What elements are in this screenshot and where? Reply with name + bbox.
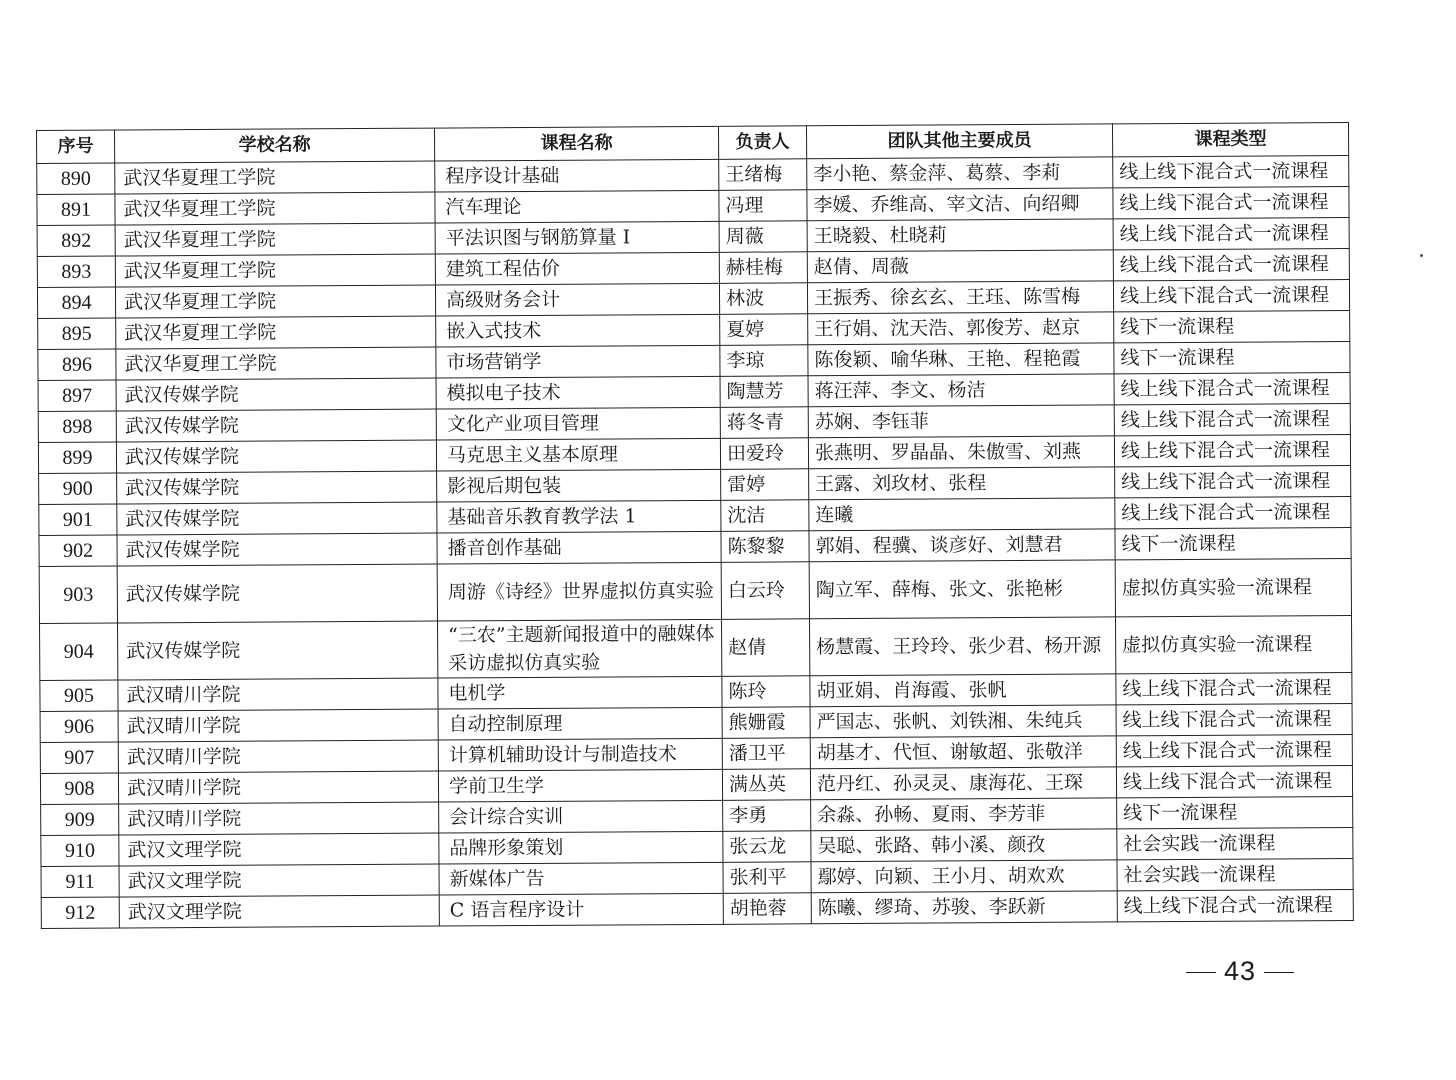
cell-school: 武汉传媒学院 [116, 378, 436, 411]
header-type: 课程类型 [1112, 122, 1348, 156]
cell-type: 线上线下混合式一流课程 [1116, 734, 1352, 766]
right-dash [1264, 972, 1294, 973]
cell-type: 线上线下混合式一流课程 [1115, 496, 1351, 528]
cell-course: 品牌形象策划 [439, 831, 723, 864]
cell-lead: 张利平 [723, 862, 811, 894]
cell-school: 武汉文理学院 [119, 864, 439, 897]
cell-lead: 张云龙 [723, 831, 811, 863]
cell-lead: 王绪梅 [719, 159, 807, 191]
cell-school: 武汉传媒学院 [117, 502, 437, 535]
cell-members: 吴聪、张路、韩小溪、颜孜 [811, 829, 1117, 862]
left-dash [1186, 972, 1216, 973]
cell-index: 891 [37, 194, 115, 225]
cell-members: 王行娟、沈天浩、郭俊芳、赵京 [808, 312, 1114, 345]
cell-index: 898 [38, 411, 116, 442]
cell-lead: 陈黎黎 [721, 531, 809, 563]
cell-lead: 雷婷 [721, 469, 809, 501]
cell-lead: 熊姗霞 [722, 707, 810, 739]
cell-members: 余淼、孙畅、夏雨、李芳菲 [811, 798, 1117, 831]
cell-lead: 蒋冬青 [720, 407, 808, 439]
cell-members: 陶立军、薛梅、张文、张艳彬 [809, 560, 1115, 619]
cell-school: 武汉传媒学院 [117, 533, 437, 566]
cell-type: 虚拟仿真实验一流课程 [1115, 615, 1351, 673]
cell-members: 王晓毅、杜晓莉 [807, 219, 1113, 252]
cell-index: 900 [39, 473, 117, 504]
cell-lead: 白云玲 [721, 562, 809, 620]
cell-lead: 赫桂梅 [719, 252, 807, 284]
cell-school: 武汉华夏理工学院 [115, 254, 435, 287]
cell-index: 894 [37, 287, 115, 318]
cell-lead: 陈玲 [722, 676, 810, 708]
cell-index: 903 [39, 566, 117, 623]
cell-type: 线上线下混合式一流课程 [1113, 248, 1349, 280]
cell-course: C 语言程序设计 [439, 893, 723, 926]
cell-type: 线上线下混合式一流课程 [1114, 403, 1350, 435]
table-row [39, 558, 1351, 623]
cell-index: 908 [40, 773, 118, 804]
cell-type: 虚拟仿真实验一流课程 [1115, 558, 1351, 616]
cell-school: 武汉传媒学院 [116, 440, 436, 473]
cell-school: 武汉文理学院 [119, 833, 439, 866]
cell-school: 武汉华夏理工学院 [116, 316, 436, 349]
cell-type: 线上线下混合式一流课程 [1116, 765, 1352, 797]
cell-school: 武汉华夏理工学院 [115, 161, 435, 194]
cell-type: 线上线下混合式一流课程 [1114, 372, 1350, 404]
cell-type: 线上线下混合式一流课程 [1116, 703, 1352, 735]
cell-lead: 潘卫平 [722, 738, 810, 770]
header-members: 团队其他主要成员 [806, 124, 1112, 159]
cell-school: 武汉传媒学院 [117, 564, 437, 623]
cell-index: 899 [38, 442, 116, 473]
cell-index: 897 [38, 380, 116, 411]
cell-lead: 沈洁 [721, 500, 809, 532]
header-school: 学校名称 [115, 128, 435, 163]
cell-index: 905 [40, 680, 118, 711]
cell-school: 武汉晴川学院 [118, 771, 438, 804]
cell-course: 汽车理论 [435, 190, 719, 223]
cell-school: 武汉华夏理工学院 [115, 223, 435, 256]
cell-course: 建筑工程估价 [435, 252, 719, 285]
cell-school: 武汉传媒学院 [118, 621, 438, 680]
cell-index: 904 [40, 623, 118, 680]
cell-type: 社会实践一流课程 [1117, 858, 1353, 890]
cell-members: 陈俊颖、喻华琳、王艳、程艳霞 [808, 343, 1114, 376]
cell-course: 程序设计基础 [435, 159, 719, 192]
cell-members: 王露、刘玫材、张程 [809, 467, 1115, 500]
cell-course: 文化产业项目管理 [436, 407, 720, 440]
cell-type: 线上线下混合式一流课程 [1113, 186, 1349, 218]
cell-members: 赵倩、周薇 [807, 250, 1113, 283]
course-list-sheet [36, 122, 1353, 929]
cell-school: 武汉晴川学院 [119, 802, 439, 835]
cell-index: 906 [40, 711, 118, 742]
cell-school: 武汉晴川学院 [118, 678, 438, 711]
cell-type: 线上线下混合式一流课程 [1113, 155, 1349, 187]
cell-type: 线上线下混合式一流课程 [1116, 672, 1352, 704]
cell-type: 线上线下混合式一流课程 [1117, 889, 1353, 921]
cell-members: 连曦 [809, 498, 1115, 531]
cell-index: 912 [41, 897, 119, 928]
cell-type: 线下一流课程 [1117, 796, 1353, 828]
cell-members: 蒋汪萍、李文、杨洁 [808, 374, 1114, 407]
table-row [40, 615, 1352, 680]
cell-lead: 林波 [719, 283, 807, 315]
cell-school: 武汉华夏理工学院 [115, 192, 435, 225]
cell-school: 武汉晴川学院 [118, 740, 438, 773]
table-row [41, 889, 1353, 928]
cell-lead: 冯理 [719, 190, 807, 222]
cell-members: 胡基才、代恒、谢敏超、张敬洋 [810, 736, 1116, 769]
table-body [37, 155, 1354, 928]
cell-index: 892 [37, 225, 115, 256]
cell-members: 胡亚娟、肖海霞、张帆 [810, 674, 1116, 707]
cell-lead: 赵倩 [722, 619, 810, 677]
cell-course: 模拟电子技术 [436, 376, 720, 409]
cell-members: 杨慧霞、王玲玲、张少君、杨开源 [810, 617, 1116, 676]
cell-members: 陈曦、缪琦、苏骏、李跃新 [811, 891, 1117, 924]
cell-school: 武汉华夏理工学院 [115, 285, 435, 318]
cell-lead: 李勇 [723, 800, 811, 832]
cell-course: 高级财务会计 [435, 283, 719, 316]
cell-index: 911 [41, 866, 119, 897]
cell-course: 马克思主义基本原理 [436, 438, 720, 471]
cell-school: 武汉晴川学院 [118, 709, 438, 742]
cell-index: 909 [41, 804, 119, 835]
cell-type: 线下一流课程 [1114, 341, 1350, 373]
cell-lead: 田爱玲 [720, 438, 808, 470]
header-index: 序号 [37, 130, 115, 163]
cell-lead: 满丛英 [722, 769, 810, 801]
cell-index: 893 [37, 256, 115, 287]
cell-course: 市场营销学 [436, 345, 720, 378]
cell-course: 影视后期包装 [437, 469, 721, 502]
cell-type: 线上线下混合式一流课程 [1115, 465, 1351, 497]
cell-index: 902 [39, 535, 117, 566]
course-table [36, 122, 1354, 929]
cell-course: “三农”主题新闻报道中的融媒体采访虚拟仿真实验 [438, 619, 722, 678]
cell-type: 线上线下混合式一流课程 [1113, 279, 1349, 311]
cell-members: 李小艳、蔡金萍、葛蔡、李莉 [807, 157, 1113, 190]
cell-members: 严国志、张帆、刘铁湘、朱纯兵 [810, 705, 1116, 738]
cell-type: 社会实践一流课程 [1117, 827, 1353, 859]
cell-lead: 李琼 [720, 345, 808, 377]
cell-index: 901 [39, 504, 117, 535]
cell-type: 线上线下混合式一流课程 [1114, 434, 1350, 466]
cell-type: 线下一流课程 [1114, 310, 1350, 342]
cell-members: 苏娴、李钰菲 [808, 405, 1114, 438]
page-number-text: 43 [1224, 956, 1257, 986]
cell-index: 910 [41, 835, 119, 866]
cell-index: 890 [37, 163, 115, 194]
cell-course: 平法识图与钢筋算量 I [435, 221, 719, 254]
scan-speck [1420, 254, 1423, 257]
cell-members: 王振秀、徐玄玄、王珏、陈雪梅 [807, 281, 1113, 314]
cell-index: 896 [38, 349, 116, 380]
cell-course: 电机学 [438, 676, 722, 709]
cell-course: 基础音乐教育教学法 1 [437, 500, 721, 533]
cell-index: 907 [40, 742, 118, 773]
cell-members: 李媛、乔维高、宰文洁、向绍卿 [807, 188, 1113, 221]
cell-course: 计算机辅助设计与制造技术 [438, 738, 722, 771]
cell-index: 895 [38, 318, 116, 349]
cell-school: 武汉传媒学院 [116, 409, 436, 442]
cell-lead: 胡艳蓉 [723, 893, 811, 925]
cell-members: 张燕明、罗晶晶、朱傲雪、刘燕 [808, 436, 1114, 469]
cell-course: 播音创作基础 [437, 531, 721, 564]
cell-type: 线下一流课程 [1115, 527, 1351, 559]
cell-school: 武汉传媒学院 [117, 471, 437, 504]
cell-lead: 夏婷 [720, 314, 808, 346]
cell-type: 线上线下混合式一流课程 [1113, 217, 1349, 249]
cell-school: 武汉华夏理工学院 [116, 347, 436, 380]
cell-members: 范丹红、孙灵灵、康海花、王琛 [810, 767, 1116, 800]
cell-lead: 陶慧芳 [720, 376, 808, 408]
header-lead: 负责人 [718, 126, 806, 160]
cell-course: 周游《诗经》世界虚拟仿真实验 [437, 562, 721, 621]
cell-lead: 周薇 [719, 221, 807, 253]
header-course: 课程名称 [434, 126, 718, 161]
cell-course: 会计综合实训 [439, 800, 723, 833]
cell-members: 鄢婷、向颖、王小月、胡欢欢 [811, 860, 1117, 893]
cell-course: 自动控制原理 [438, 707, 722, 740]
cell-members: 郭娟、程骥、谈彦好、刘慧君 [809, 529, 1115, 562]
page-number [1178, 956, 1302, 987]
cell-course: 学前卫生学 [438, 769, 722, 802]
cell-school: 武汉文理学院 [119, 895, 439, 928]
cell-course: 嵌入式技术 [436, 314, 720, 347]
cell-course: 新媒体广告 [439, 862, 723, 895]
